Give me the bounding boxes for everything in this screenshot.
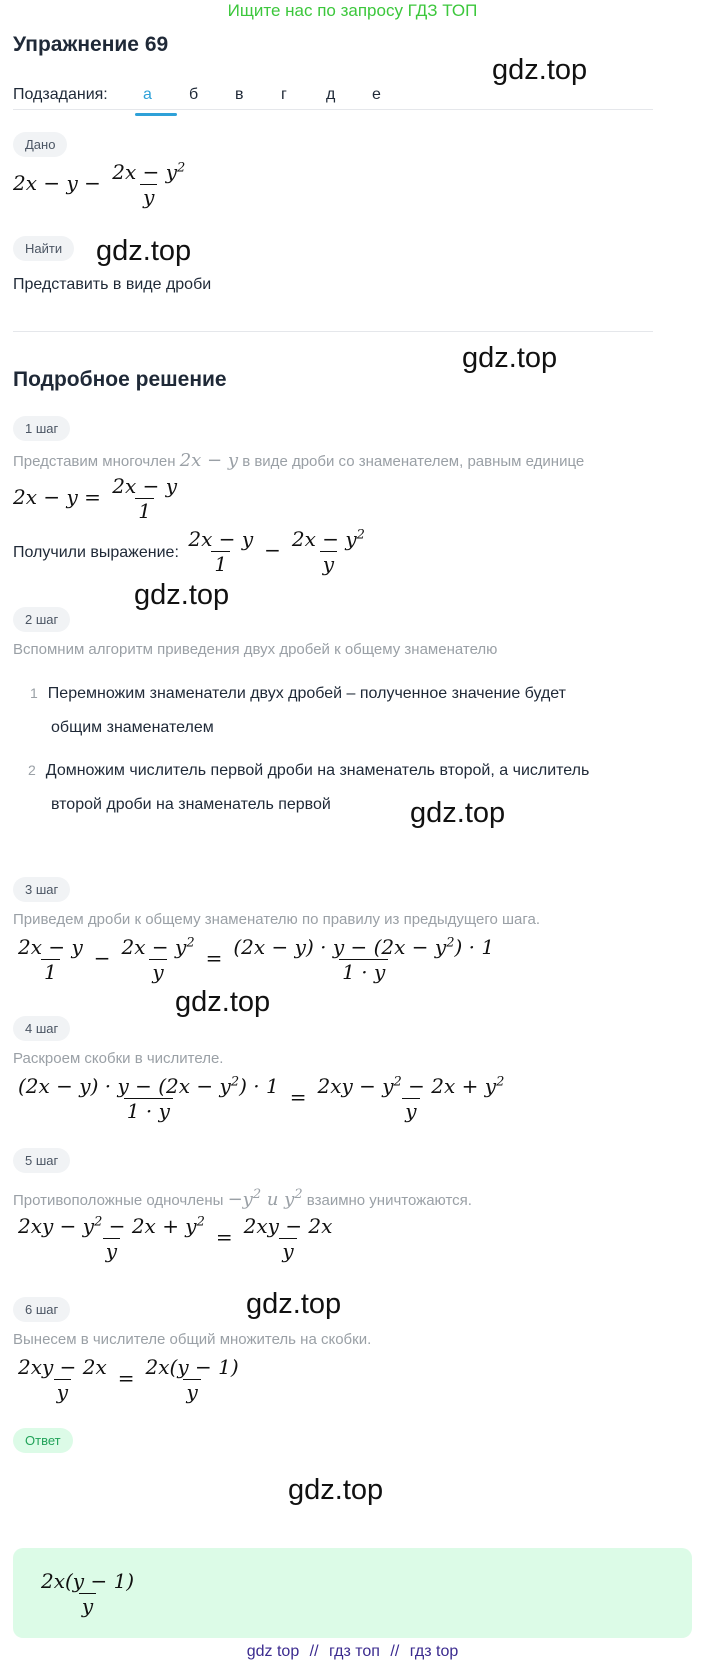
solution-title: Подробное решение: [13, 368, 227, 391]
num: 2x(y − 1): [41, 1569, 135, 1593]
den: y: [402, 1098, 419, 1123]
step-6-desc: Вынесем в числителе общий множитель на скобки.: [13, 1331, 372, 1348]
step-2-item-2: [28, 753, 589, 822]
num-tail: ) · 1: [454, 935, 495, 959]
footer-sep: //: [309, 1643, 319, 1660]
exp: 2: [230, 1074, 240, 1090]
find-text: Представить в виде дроби: [13, 276, 212, 293]
num: 2x − y: [291, 527, 357, 551]
num: 2xy − y: [18, 1214, 95, 1238]
given-num: 2x − y: [112, 160, 178, 184]
tab-a[interactable]: а: [143, 86, 152, 103]
step-1-lhs: 2x − y =: [13, 485, 101, 509]
desc-math2: y: [284, 1189, 295, 1210]
watermark: gdz.top: [492, 54, 588, 86]
exp: 2: [94, 1214, 103, 1230]
given-lhs: 2x − y −: [13, 171, 101, 195]
top-banner: Ищите нас по запросу ГДЗ ТОП: [227, 1, 478, 20]
num: 2x − y: [121, 935, 187, 959]
frac: [241, 1214, 336, 1263]
num: 2xy − 2x: [18, 1355, 107, 1379]
frac: [314, 1074, 507, 1123]
den: 1 · y: [339, 959, 388, 984]
watermark: gdz.top: [134, 579, 230, 611]
den: y: [320, 551, 337, 576]
watermark: gdz.top: [246, 1288, 342, 1320]
frac: [38, 1569, 137, 1618]
step-1-desc-math: 2x − y: [179, 450, 239, 471]
page-title: Упражнение 69: [13, 33, 169, 56]
num: (2x − y) · y − (2x − y: [18, 1074, 231, 1098]
exp: 2: [196, 1214, 205, 1230]
den: y: [79, 1593, 96, 1618]
footer-link-1[interactable]: gdz top: [246, 1643, 300, 1660]
num: 2x − y: [188, 527, 254, 551]
watermark: gdz.top: [462, 342, 558, 374]
num: 2xy − 2x: [243, 1214, 333, 1238]
exp: 2: [186, 935, 195, 951]
num: 2xy − y: [317, 1074, 394, 1098]
den: 1: [41, 959, 60, 984]
given-den: y: [140, 184, 157, 209]
equals: =: [117, 1366, 135, 1390]
step-1-result-frac2: [289, 527, 368, 576]
desc-math: −y: [227, 1189, 253, 1210]
desc-and: и: [261, 1189, 285, 1210]
tab-b[interactable]: б: [189, 86, 199, 103]
step-3-desc: Приведем дроби к общему знаменателю по правилу из предыдущего шага.: [13, 911, 541, 928]
step-1-desc-text: Представим многочлен: [13, 453, 176, 470]
step-1-num: 2x − y: [112, 474, 178, 498]
step-2-item-1: [30, 676, 566, 745]
given-fraction: [109, 160, 188, 209]
footer-links: [0, 1643, 705, 1661]
frac: [15, 1074, 282, 1123]
active-tab-indicator: [135, 113, 177, 116]
exp: 2: [294, 1187, 303, 1202]
footer-link-3[interactable]: гдз top: [409, 1643, 459, 1660]
equals: =: [289, 1085, 307, 1109]
step-3-pill: 3 шаг: [13, 877, 70, 902]
num: 2x − y: [18, 935, 83, 959]
den: y: [149, 959, 166, 984]
den: y: [54, 1379, 71, 1404]
step-5-equation: [13, 1214, 337, 1263]
exp: 2: [446, 935, 455, 951]
minus: −: [93, 946, 111, 970]
item-number: 2: [28, 762, 36, 778]
equals: =: [205, 946, 223, 970]
step-6-pill: 6 шаг: [13, 1297, 70, 1322]
watermark: gdz.top: [410, 797, 506, 829]
num: (2x − y) · y − (2x − y: [233, 935, 447, 959]
frac: [143, 1355, 242, 1404]
tab-e[interactable]: е: [372, 86, 381, 103]
frac: [15, 935, 86, 984]
footer-link-2[interactable]: гдз топ: [329, 1643, 380, 1660]
step-1-pill: 1 шаг: [13, 416, 70, 441]
num-mid: − 2x + y: [102, 1214, 197, 1238]
step-1-result-label: Получили выражение:: [13, 543, 179, 561]
step-1-desc: [13, 450, 584, 471]
item-number: 1: [30, 685, 38, 701]
equals: =: [215, 1225, 233, 1249]
step-3-equation: [13, 935, 499, 984]
item-text: Перемножим знаменатели двух дробей – полученное значение будет: [47, 685, 566, 702]
step-1-fraction: [109, 474, 180, 523]
tab-g[interactable]: г: [281, 86, 287, 103]
step-2-pill: 2 шаг: [13, 607, 70, 632]
exp: 2: [356, 527, 365, 543]
tab-d[interactable]: д: [326, 86, 336, 103]
item-text-cont: общим знаменателем: [51, 719, 214, 736]
step-1-equation: [13, 474, 182, 523]
step-5-desc: [13, 1189, 472, 1210]
exp: 2: [252, 1187, 262, 1202]
step-4-pill: 4 шаг: [13, 1016, 70, 1041]
step-6-equation: [13, 1355, 244, 1404]
step-2-desc: Вспомним алгоритм приведения двух дробей к общему знаменателю: [13, 641, 498, 658]
item-text: Домножим числитель первой дроби на знаменатель второй, а числитель: [45, 762, 590, 779]
step-4-equation: [13, 1074, 509, 1123]
frac: [230, 935, 497, 984]
watermark: gdz.top: [288, 1474, 384, 1506]
exp: 2: [177, 160, 186, 176]
frac: [119, 935, 198, 984]
watermark: gdz.top: [96, 235, 192, 267]
frac: [15, 1355, 110, 1404]
exp: 2: [393, 1074, 402, 1090]
exp: 2: [496, 1074, 505, 1090]
divider: [13, 109, 653, 110]
desc-text: Противоположные одночлены: [13, 1192, 224, 1209]
frac: [15, 1214, 208, 1263]
den: y: [183, 1379, 200, 1404]
answer-pill: Ответ: [13, 1428, 73, 1453]
step-1-desc-tail: в виде дроби со знаменателем, равным единице: [242, 453, 585, 470]
desc-tail: взаимно уничтожаются.: [306, 1192, 472, 1209]
den: 1 · y: [124, 1098, 173, 1123]
answer-expression: [36, 1569, 139, 1618]
num-tail: ) · 1: [239, 1074, 279, 1098]
item-text-cont: второй дроби на знаменатель первой: [51, 796, 331, 813]
den: 1: [211, 551, 230, 576]
subtasks-label: Подзадания:: [13, 86, 108, 103]
num-mid: − 2x + y: [401, 1074, 497, 1098]
given-pill: Дано: [13, 132, 67, 157]
step-4-desc: Раскроем скобки в числителе.: [13, 1050, 224, 1067]
divider: [13, 331, 653, 332]
step-1-result-frac1: [185, 527, 256, 576]
watermark: gdz.top: [175, 986, 271, 1018]
step-1-den: 1: [135, 498, 154, 523]
step-5-pill: 5 шаг: [13, 1148, 70, 1173]
den: y: [103, 1238, 120, 1263]
minus: −: [264, 538, 281, 562]
tab-v[interactable]: в: [235, 86, 244, 103]
step-1-result: [13, 527, 370, 576]
given-expression: [13, 160, 190, 209]
den: y: [279, 1238, 296, 1263]
footer-sep: //: [390, 1643, 400, 1660]
num: 2x(y − 1): [145, 1355, 239, 1379]
find-pill: Найти: [13, 236, 74, 261]
